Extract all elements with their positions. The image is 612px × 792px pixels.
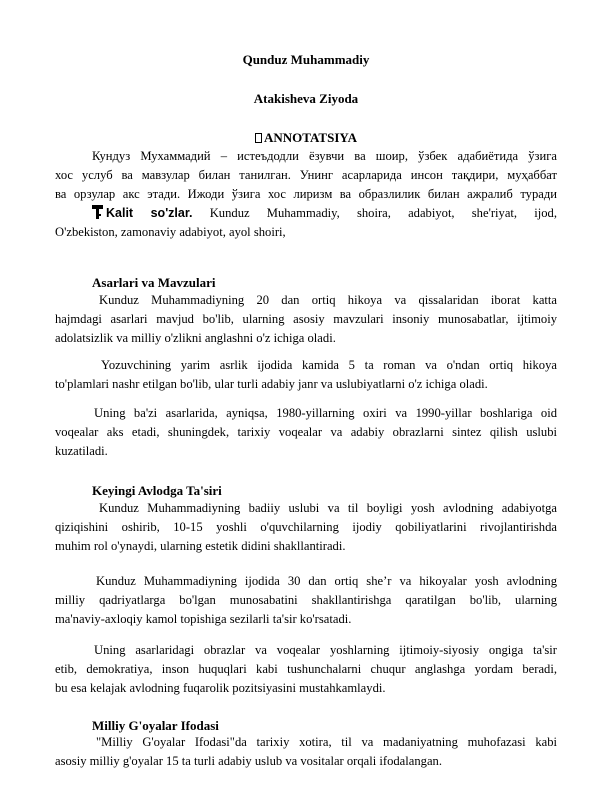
annotation-title: ANNOTATSIYA [264,130,357,145]
paragraph-line: ma'naviy-axloqiy kamol topishiga sezilarli ta'sir ko'rsatadi. [55,611,352,626]
section-paragraph [55,641,557,697]
paragraph-line: bu esa kelajak avlodning fuqarolik pozitsiyasini mustahkamlaydi. [55,680,386,695]
paragraph-line: Uning asarlaridagi obrazlar va voqealar yoshlarning ijtimoiy-siyosiy ongiga ta'sir [94,643,557,657]
subtitle: Atakisheva Ziyoda [253,91,359,106]
keywords-paragraph [55,204,557,242]
author-title: Qunduz Muhammadiy [242,52,370,67]
paragraph-line: voqealar aks etadi, shuningdek, tarixiy voqealar va adabiy obrazlarni sintez qilish uslubi [55,424,557,439]
paragraph-line: Kunduz Muhammadiyning badiiy uslubi va til boyligi yosh avlodning adabiyotga [99,501,557,515]
paragraph-line: milliy qadriyatlarga bo'lgan munosabatini shakllantirishga qaratilgan bo'lib, ularning [55,592,557,607]
paragraph-line: adolatsizlik va milliy o'zlikni anglashni o'z ichiga oladi. [55,330,336,345]
paragraph-line: Uning ba'zi asarlarida, ayniqsa, 1980-yillarning oxiri va 1990-yillar boshlariga oid [94,406,557,420]
paragraph-line: etib, demokratiya, inson huquqlari kabi tushunchalarni chuqur anglashga yordam beradi, [55,661,557,676]
paragraph-line: to'plamlari nashr etilgan bo'lib, ular turli adabiy janr va uslubiyatlarni o'z ichiga oladi. [55,376,488,391]
annotation-line: хос услуб ва мавзулар билан танилган. Унинг асарларида инсон тақдири, муҳаббат [55,167,557,182]
keywords-list: Kunduz Muhammadiy, shoira, adabiyot, she'riyat, ijod, [209,206,557,220]
section-heading: Asarlari va Mavzulari [92,275,216,290]
keywords-line [55,204,557,223]
paragraph-line: Kunduz Muhammadiyning ijodida 30 dan ortiq she’r va hikoyalar yosh avlodning [96,574,557,588]
paragraph-line: Kunduz Muhammadiyning 20 dan ortiq hikoya va qissalaridan iborat katta [99,293,557,307]
annotation-heading [0,130,612,146]
section-paragraph [55,499,557,555]
placeholder-glyph-icon [255,133,262,143]
annotation-line: ва орзулар акс этади. Ижоди ўзига хос лиризм ва образлилик билан ажралиб туради [55,186,557,201]
section-paragraph [55,572,557,628]
keywords-line: O'zbekiston, zamonaviy adabiyot, ayol shoiri, [55,224,286,239]
section-heading: Keyingi Avlodga Ta'siri [92,483,222,498]
section-paragraph [55,291,557,347]
paragraph-line: hajmdagi asarlari mavjud bo'lib, ularning asosiy mavzulari insoniy munosabatlar, ijtimoiy [55,311,557,326]
keywords-label: Kalit so'zlar. [106,206,193,220]
section-paragraph [55,733,557,771]
paragraph-line: muhim rol o'ynaydi, ularning estetik didini shakllantiradi. [55,538,346,553]
paragraph-line: asosiy milliy g'oyalar 15 ta turli adabiy uslub va vositalar orqali ifodalangan. [55,753,442,768]
paragraph-line: kuzatiladi. [55,443,108,458]
annotation-paragraph [55,147,557,203]
keywords-lead [92,206,193,220]
paragraph-line: Yozuvchining yarim asrlik ijodida kamida 5 ta roman va o'ndan ortiq hikoya [101,358,557,372]
section-paragraph [55,356,557,394]
paragraph-line: qiziqishini oshirib, 10-15 yoshli o'quvchilarning ijodiy qobiliyatlarini rivojlantirishda [55,519,557,534]
key-icon [92,205,103,219]
paragraph-line: "Milliy G'oyalar Ifodasi"da tarixiy xotira, til va madaniyatning muhofazasi kabi [96,735,557,749]
section-heading: Milliy G'oyalar Ifodasi [92,718,219,733]
annotation-line: Кундуз Мухаммадий – истеъдодли ёзувчи ва шоир, ўзбек адабиётида ўзига [92,149,557,163]
section-paragraph [55,404,557,460]
